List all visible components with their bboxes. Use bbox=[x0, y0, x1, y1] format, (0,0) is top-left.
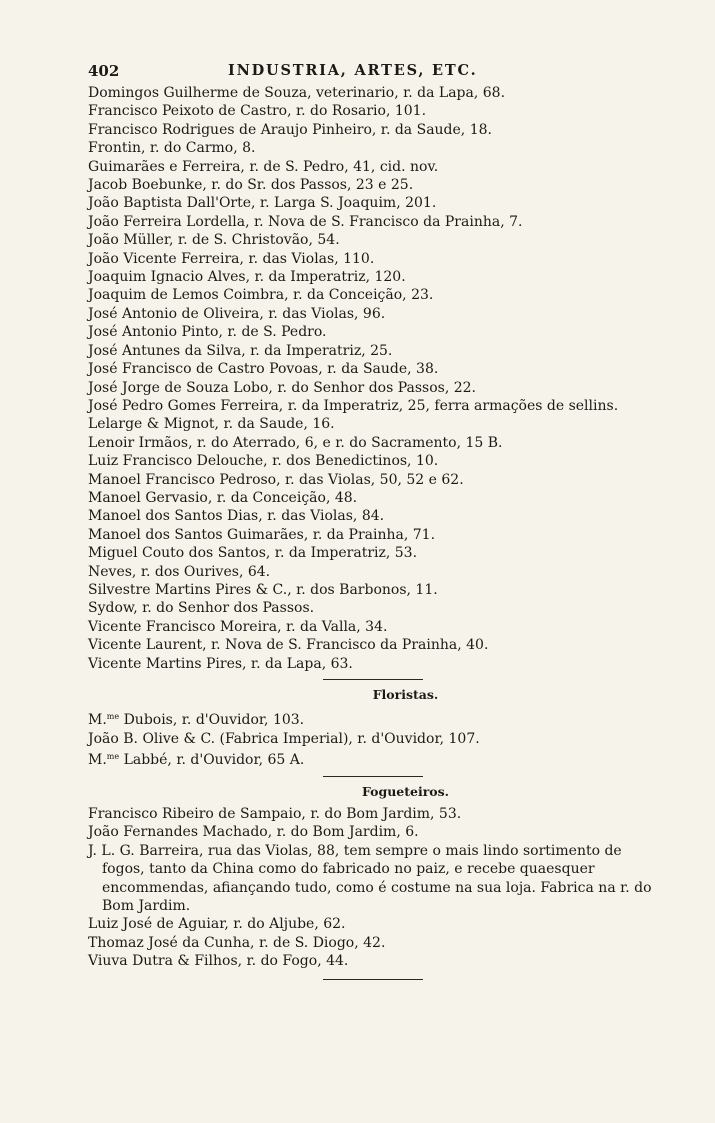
list-item: Joaquim Ignacio Alves, r. da Imperatriz, 120. bbox=[88, 269, 406, 286]
list-item: Francisco Peixoto de Castro, r. do Rosario, 101. bbox=[88, 103, 427, 120]
running-head bbox=[88, 60, 648, 86]
list-item: Lenoir Irmãos, r. do Aterrado, 6, e r. do Sacramento, 15 B. bbox=[88, 434, 503, 451]
list-item: Frontin, r. do Carmo, 8. bbox=[88, 140, 256, 157]
list-item: João Fernandes Machado, r. do Bom Jardim, 6. bbox=[88, 824, 419, 841]
entry-prefix: M. bbox=[88, 712, 107, 729]
entry-text: João B. Olive & C. (Fabrica Imperial), r. d'Ouvidor, 107. bbox=[88, 730, 480, 747]
list-item: Manoel Francisco Pedroso, r. das Violas, 50, 52 e 62. bbox=[88, 471, 464, 488]
industry-entries bbox=[88, 84, 663, 673]
list-item bbox=[88, 730, 663, 748]
list-item: Neves, r. dos Ourives, 64. bbox=[88, 563, 271, 580]
list-item: Jacob Boebunke, r. do Sr. dos Passos, 23 e 25. bbox=[88, 177, 414, 194]
fogueteiros-entries bbox=[88, 805, 663, 971]
list-item bbox=[88, 708, 663, 729]
list-item: Thomaz José da Cunha, r. de S. Diogo, 42. bbox=[88, 934, 386, 951]
list-item: Viuva Dutra & Filhos, r. do Fogo, 44. bbox=[88, 953, 349, 970]
list-item: João Vicente Ferreira, r. das Violas, 110. bbox=[88, 250, 375, 267]
list-item: José Antonio de Oliveira, r. das Violas, 96. bbox=[88, 305, 386, 322]
list-item: Vicente Martins Pires, r. da Lapa, 63. bbox=[88, 655, 353, 672]
section-divider bbox=[323, 776, 423, 777]
list-item: Manoel dos Santos Dias, r. das Violas, 84. bbox=[88, 508, 385, 525]
directory-listing bbox=[88, 84, 663, 986]
list-item: Vicente Francisco Moreira, r. da Valla, 34. bbox=[88, 618, 388, 635]
list-item: Luiz Francisco Delouche, r. dos Benedictinos, 10. bbox=[88, 453, 439, 470]
list-item: Miguel Couto dos Santos, r. da Imperatriz, 53. bbox=[88, 545, 418, 562]
section-divider bbox=[323, 979, 423, 980]
list-item: Manoel dos Santos Guimarães, r. da Prainha, 71. bbox=[88, 526, 436, 543]
page-number: 402 bbox=[88, 62, 120, 80]
entry-text: Labbé, r. d'Ouvidor, 65 A. bbox=[119, 752, 305, 769]
list-item: Lelarge & Mignot, r. da Saude, 16. bbox=[88, 416, 335, 433]
list-item: Francisco Rodrigues de Araujo Pinheiro, r. da Saude, 18. bbox=[88, 121, 492, 138]
list-item: Domingos Guilherme de Souza, veterinario, r. da Lapa, 68. bbox=[88, 85, 506, 101]
list-item: José Antonio Pinto, r. de S. Pedro. bbox=[88, 324, 327, 341]
section-heading-floristas: Floristas. bbox=[372, 687, 439, 702]
list-item bbox=[88, 748, 663, 769]
floristas-entries bbox=[88, 708, 663, 769]
entry-prefix: M. bbox=[88, 752, 107, 769]
list-item: João Müller, r. de S. Christovão, 54. bbox=[88, 232, 340, 249]
list-item: José Antunes da Silva, r. da Imperatriz, 25. bbox=[88, 342, 393, 359]
list-item: J. L. G. Barreira, rua das Violas, 88, tem sempre o mais lindo sortimento de fogos, tanto da China como do fabricado no paiz, e recebe quaesquer encommendas, afiançando tudo, como é costume na sua loja. Fabrica na r. do Bom Jardim. bbox=[88, 842, 652, 915]
list-item: Luiz José de Aguiar, r. do Aljube, 62. bbox=[88, 916, 346, 933]
section-divider bbox=[323, 679, 423, 680]
list-item: José Francisco de Castro Povoas, r. da Saude, 38. bbox=[88, 361, 439, 378]
section-heading-fogueteiros: Fogueteiros. bbox=[361, 783, 450, 799]
list-item: José Jorge de Souza Lobo, r. do Senhor dos Passos, 22. bbox=[88, 379, 477, 396]
list-item: Sydow, r. do Senhor dos Passos. bbox=[88, 600, 315, 617]
entry-superscript: me bbox=[106, 712, 120, 722]
list-item: Manoel Gervasio, r. da Conceição, 48. bbox=[88, 489, 358, 506]
list-item: Joaquim de Lemos Coimbra, r. da Conceição, 23. bbox=[88, 287, 434, 304]
list-item: Vicente Laurent, r. Nova de S. Francisco da Prainha, 40. bbox=[88, 637, 489, 654]
running-title: INDUSTRIA, ARTES, ETC. bbox=[228, 62, 478, 79]
list-item: Silvestre Martins Pires & C., r. dos Barbonos, 11. bbox=[88, 581, 438, 598]
list-item: João Ferreira Lordella, r. Nova de S. Francisco da Prainha, 7. bbox=[88, 213, 523, 230]
list-item: Guimarães e Ferreira, r. de S. Pedro, 41, cid. nov. bbox=[88, 158, 439, 175]
entry-text: Dubois, r. d'Ouvidor, 103. bbox=[119, 712, 305, 729]
list-item: João Baptista Dall'Orte, r. Larga S. Joaquim, 201. bbox=[88, 195, 437, 212]
entry-superscript: me bbox=[106, 752, 120, 762]
list-item: José Pedro Gomes Ferreira, r. da Imperatriz, 25, ferra armações de sellins. bbox=[88, 397, 619, 414]
list-item: Francisco Ribeiro de Sampaio, r. do Bom Jardim, 53. bbox=[88, 806, 462, 823]
